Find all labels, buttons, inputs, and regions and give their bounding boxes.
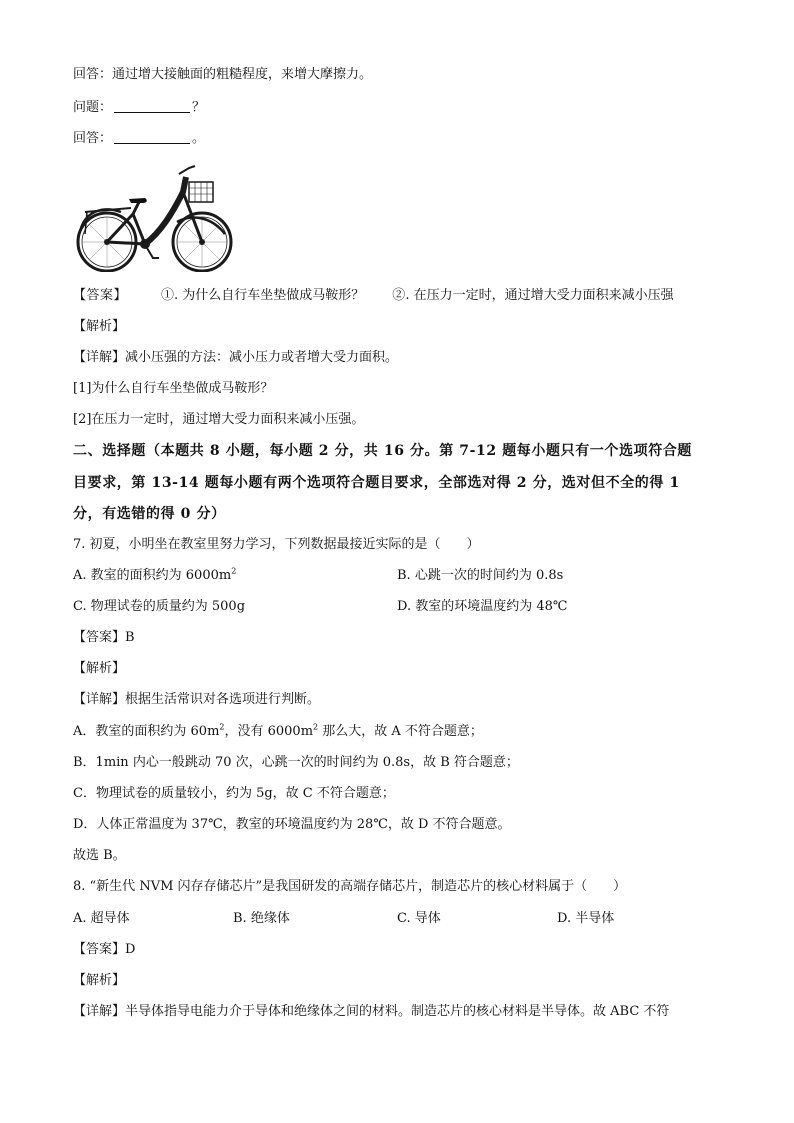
circled-one-marker: ① xyxy=(161,288,175,303)
q7-conclusion: 故选 B。 xyxy=(73,848,126,863)
q8-analysis-tag: 【解析】 xyxy=(73,973,126,988)
answer-blank-line xyxy=(73,130,205,148)
q7-option-b: B. 心跳一次的时间约为 0.8s xyxy=(397,568,564,583)
section-heading-line3: 分，有选错的得 0 分） xyxy=(73,506,226,522)
q8-detail: 【详解】半导体指导电能力介于导体和绝缘体之间的材料。制造芯片的核心材料是半导体。故 ABC 不符 xyxy=(73,1004,670,1019)
q7-explain-a-part1: A．教室的面积约为 60m xyxy=(73,724,220,739)
q7-explain-a-part3: 那么大，故 A 不符合题意； xyxy=(318,724,483,739)
answer-prefix: 回答： xyxy=(73,131,113,146)
superscript: 2 xyxy=(313,722,319,732)
answer-fill-blank xyxy=(114,131,190,144)
q6-detail: 【详解】减小压强的方法：减小压力或者增大受力面积。 xyxy=(73,350,399,365)
q6-answer-1: . 为什么自行车坐垫做成马鞍形？ xyxy=(174,288,365,303)
q6-point-1: [1]为什么自行车坐垫做成马鞍形？ xyxy=(73,381,274,396)
q6-answer-2: . 在压力一定时，通过增大受力面积来减小压强 xyxy=(405,288,674,303)
superscript: 2 xyxy=(231,566,237,576)
circled-two-marker: ② xyxy=(392,288,406,303)
q7-stem: 7. 初夏，小明坐在教室里努力学习，下列数据最接近实际的是（ ） xyxy=(73,537,480,552)
answer-tag: 【答案】 xyxy=(73,288,128,303)
q7-answer: 【答案】B xyxy=(73,630,135,645)
q7-explain-c: C．物理试卷的质量较小，约为 5g，故 C 不符合题意； xyxy=(73,786,395,801)
q7-explain-b: B．1min 内心一般跳动 70 次，心跳一次的时间约为 0.8s，故 B 符合题意； xyxy=(73,755,519,770)
q8-option-a: A. 超导体 xyxy=(73,911,130,926)
q7-detail: 【详解】根据生活常识对各选项进行判断。 xyxy=(73,692,321,707)
q6-analysis-tag: 【解析】 xyxy=(73,319,126,334)
q7-explain-d: D．人体正常温度为 37℃，教室的环境温度约为 28℃，故 D 不符合题意。 xyxy=(73,817,511,832)
q8-option-c: C. 导体 xyxy=(397,911,441,926)
question-prefix: 问题： xyxy=(73,100,113,115)
q8-option-b: B. 绝缘体 xyxy=(233,911,290,926)
section-heading-line1: 二、选择题（本题共 8 小题，每小题 2 分，共 16 分。第 7-12 题每小题只有一个选项符合题 xyxy=(73,443,692,459)
q7-explain-a-part2: ，没有 6000m xyxy=(224,724,314,739)
intro-answer-line: 回答：通过增大接触面的粗糙程度，来增大摩擦力。 xyxy=(73,67,373,82)
q8-option-d: D. 半导体 xyxy=(557,911,615,926)
superscript: 2 xyxy=(219,722,225,732)
q8-answer: 【答案】D xyxy=(73,942,136,957)
q7-option-a xyxy=(73,567,236,585)
section-heading-line2: 目要求，第 13-14 题每小题有两个选项符合题目要求，全部选对得 2 分，选对但不全的得 1 xyxy=(73,475,680,491)
question-suffix: ？ xyxy=(192,100,206,115)
question-fill-blank xyxy=(114,100,190,113)
q8-stem: 8. “新生代 NVM 闪存存储芯片”是我国研发的高端存储芯片，制造芯片的核心材料属于（ ） xyxy=(73,879,627,894)
q6-answer-line xyxy=(73,287,674,305)
q7-option-d: D. 教室的环境温度约为 48℃ xyxy=(397,599,568,614)
q7-option-a-text: A. 教室的面积约为 6000m xyxy=(73,568,232,583)
answer-suffix: 。 xyxy=(192,131,206,146)
q6-point-2: [2]在压力一定时，通过增大受力面积来减小压强。 xyxy=(73,412,365,427)
q7-explain-a xyxy=(73,723,483,741)
bicycle-image xyxy=(73,162,235,272)
q7-analysis-tag: 【解析】 xyxy=(73,661,126,676)
q7-option-c: C. 物理试卷的质量约为 500g xyxy=(73,599,246,614)
question-blank-line xyxy=(73,99,205,117)
